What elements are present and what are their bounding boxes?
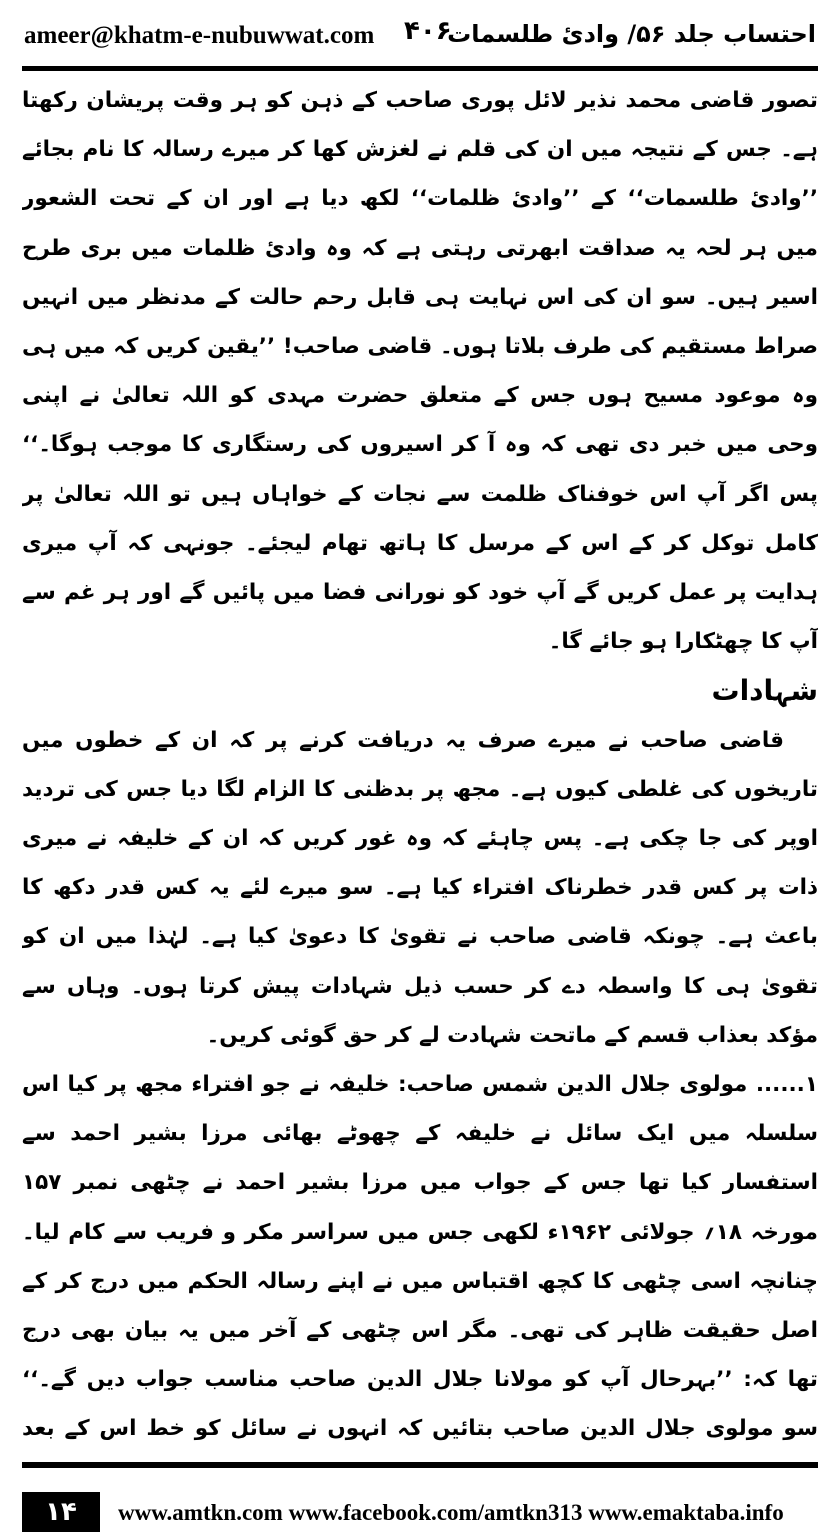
page-body — [22, 76, 818, 1446]
header-page-number: ۴۰۶ — [404, 16, 452, 46]
header-rule — [22, 66, 818, 71]
intro-paragraph: قاضی صاحب نے میرے صرف یہ دریافت کرنے پر کہ ان کے خطوں میں تاریخوں کی غلطی کیوں ہے۔ مجھ پر بدظنی کا الزام لگا دیا جس کی تردید اوپر کی جا چکی ہے۔ پس چاہئے کہ وہ غور کریں کہ ان کے خلیفہ نے میری ذات پر کس قدر خطرناک افتراء کیا ہے۔ سو میرے لئے یہ کس قدر دکھ کا باعث ہے۔ چونکہ قاضی صاحب نے تقویٰ کا دعویٰ کیا ہے۔ لہٰذا میں ان کو تقویٰ ہی کا واسطہ دے کر حسب ذیل شہادات پیش کرتا ہوں۔ وہاں سے مؤکد بعذاب قسم کے ماتحت شہادت لے کر حق گوئی کریں۔ — [22, 727, 818, 1048]
header-book-title: احتساب جلد ۵۶/ وادیٔ طلسمات — [447, 20, 816, 48]
item-name: مولوی جلال الدین شمس صاحب: — [398, 1072, 748, 1098]
section-heading: شہادات — [711, 674, 818, 708]
footer-links: www.amtkn.com www.facebook.com/amtkn313 www.emaktaba.info — [118, 1500, 784, 1525]
page-footer — [0, 1456, 840, 1540]
footer-page-number: ۱۴ — [22, 1492, 100, 1532]
header-email: ameer@khatm-e-nubuwwat.com — [24, 22, 375, 49]
item-number: ۱...... — [755, 1072, 818, 1098]
item-text: خلیفہ نے جو افتراء مجھ پر کیا اس سلسلہ میں ایک سائل نے خلیفہ کے چھوٹے بھائی مرزا بشیر احمد سے استفسار کیا تھا جس کے جواب میں مرزا بشیر احمد نے چٹھی نمبر ۱۵۷ مورخہ ۱۸؍ جولائی ۱۹۶۲ء لکھی جس میں سراسر مکر و فریب سے کام لیا۔ چنانچہ اسی چٹھی کا کچھ اقتباس میں نے اپنے رسالہ الحکم میں درج کر کے اصل حقیقت ظاہر کی تھی۔ مگر اس چٹھی کے آخر میں یہ بیان بھی درج تھا کہ: ’’بہرحال آپ کو مولانا جلال الدین صاحب مناسب جواب دیں گے۔‘‘ سو مولوی جلال الدین صاحب بتائیں کہ انہوں نے سائل کو خط اس کے بعد — [22, 1072, 818, 1442]
footer-rule — [22, 1462, 818, 1468]
page-header — [22, 10, 818, 62]
list-item — [22, 1060, 818, 1446]
paragraph: تصور قاضی محمد نذیر لائل پوری صاحب کے ذہن کو ہر وقت پریشان رکھتا ہے۔ جس کے نتیجہ میں ان کی قلم نے لغزش کھا کر میرے رسالہ کا نام بجائے ’’وادیٔ طلسمات‘‘ کے ’’وادیٔ ظلمات‘‘ لکھ دیا ہے اور ان کے تحت الشعور میں ہر لحہ یہ صداقت ابھرتی رہتی ہے کہ وہ وادیٔ ظلمات میں بری طرح اسیر ہیں۔ سو ان کی اس نہایت ہی قابل رحم حالت کے مدنظر میں انہیں صراط مستقیم کی طرف بلاتا ہوں۔ قاضی صاحب! ’’یقین کریں کہ میں ہی وہ موعود مسیح ہوں جس کے متعلق حضرت مہدی کو اللہ تعالیٰ نے اپنی وحی میں خبر دی تھی کہ وہ آ کر اسیروں کی رستگاری کا موجب ہوگا۔‘‘ پس اگر آپ اس خوفناک ظلمت سے نجات کے خواہاں ہیں تو اللہ تعالیٰ پر کامل توکل کر کے اس کے مرسل کا ہاتھ تھام لیجئے۔ جونہی کہ آپ میری ہدایت پر عمل کریں گے آپ خود کو نورانی فضا میں پائیں گے اور ہر غم سے آپ کا چھٹکارا ہو جائے گا۔ — [22, 88, 818, 655]
